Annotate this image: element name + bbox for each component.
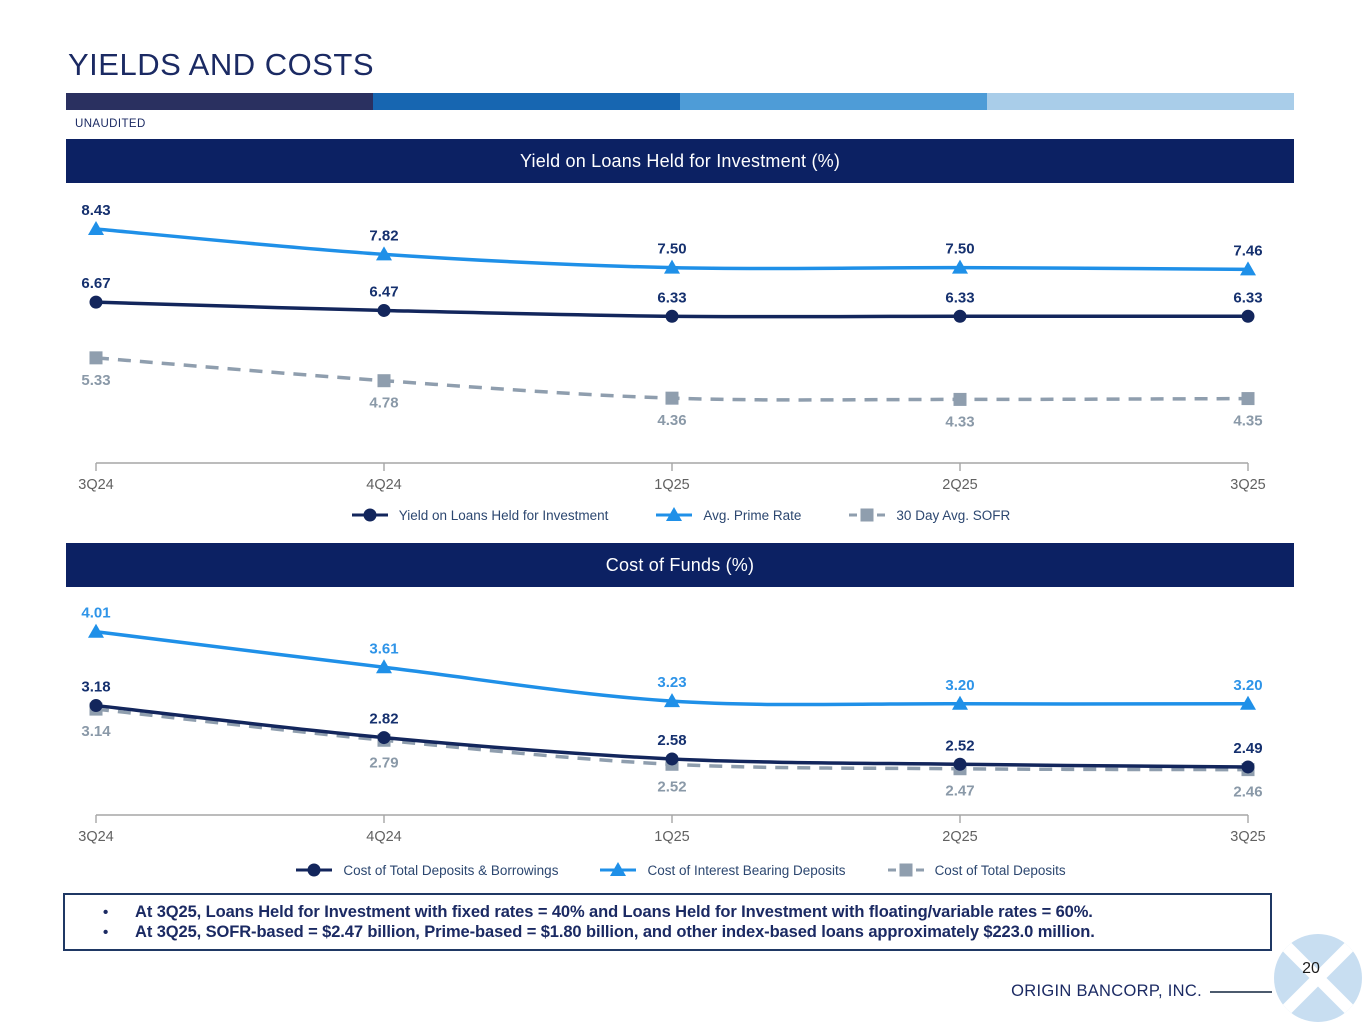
value-label: 7.82 bbox=[369, 227, 399, 245]
square-marker-icon bbox=[861, 509, 874, 522]
x-axis-label: 1Q25 bbox=[654, 477, 690, 493]
value-label: 2.47 bbox=[945, 782, 975, 800]
series-yield-on-loans-held-for-investment bbox=[81, 275, 1262, 323]
series-avg-prime-rate bbox=[81, 202, 1262, 275]
square-marker-icon bbox=[899, 864, 912, 877]
legend-label: Cost of Total Deposits & Borrowings bbox=[343, 862, 559, 878]
chart-2-title-band bbox=[66, 543, 1294, 587]
circle-marker-icon bbox=[666, 752, 679, 765]
legend-label: 30 Day Avg. SOFR bbox=[896, 507, 1011, 523]
chart-2-title: Cost of Funds (%) bbox=[605, 554, 755, 575]
value-label: 2.52 bbox=[945, 737, 975, 755]
chart-1-legend bbox=[66, 506, 1294, 524]
unaudited-label: UNAUDITED bbox=[75, 118, 146, 130]
x-axis-label: 4Q24 bbox=[366, 829, 402, 845]
circle-legend-swatch-icon bbox=[350, 506, 390, 524]
stripe-segment-2 bbox=[373, 93, 680, 110]
value-label: 4.33 bbox=[945, 413, 975, 431]
legend-item-cost-of-total-deposits bbox=[886, 861, 1066, 879]
value-label: 5.33 bbox=[81, 371, 111, 389]
notes-box bbox=[63, 893, 1272, 951]
value-label: 6.33 bbox=[945, 289, 975, 307]
square-marker-icon bbox=[1242, 392, 1255, 405]
value-label: 4.01 bbox=[81, 604, 111, 622]
note-bullet-2 bbox=[65, 923, 1270, 942]
bullet-icon: • bbox=[103, 923, 109, 941]
triangle-legend-swatch-icon bbox=[654, 506, 694, 524]
value-label: 4.78 bbox=[369, 394, 399, 412]
value-label: 7.46 bbox=[1233, 242, 1263, 260]
x-axis-label: 4Q24 bbox=[366, 477, 402, 493]
legend-label: Avg. Prime Rate bbox=[703, 507, 802, 523]
stripe-segment-4 bbox=[987, 93, 1294, 110]
stripe-segment-1 bbox=[66, 93, 373, 110]
value-label: 3.18 bbox=[81, 678, 111, 696]
value-label: 2.46 bbox=[1233, 783, 1263, 801]
legend-item-cost-of-total-deposits-borrowings bbox=[294, 861, 558, 879]
x-axis-label: 3Q24 bbox=[78, 829, 114, 845]
circle-marker-icon bbox=[90, 699, 103, 712]
square-marker-icon bbox=[954, 393, 967, 406]
value-label: 4.35 bbox=[1233, 412, 1263, 430]
value-label: 7.50 bbox=[657, 240, 687, 258]
value-label: 8.43 bbox=[81, 202, 111, 220]
value-label: 6.47 bbox=[369, 283, 399, 301]
value-label: 6.33 bbox=[657, 289, 687, 307]
circle-marker-icon bbox=[954, 310, 967, 323]
triangle-legend-swatch-icon bbox=[598, 861, 638, 879]
circle-marker-icon bbox=[378, 304, 391, 317]
x-axis-label: 2Q25 bbox=[942, 829, 978, 845]
accent-stripe bbox=[66, 93, 1294, 110]
series-cost-of-total-deposits bbox=[81, 703, 1262, 801]
circle-marker-icon bbox=[1242, 310, 1255, 323]
chart-1-canvas bbox=[0, 183, 1365, 498]
legend-item-30-day-avg-sofr bbox=[847, 506, 1010, 524]
series-cost-of-interest-bearing-deposits bbox=[81, 605, 1262, 710]
value-label: 6.67 bbox=[81, 275, 111, 293]
legend-label: Yield on Loans Held for Investment bbox=[398, 507, 609, 523]
x-axis-label: 3Q24 bbox=[78, 477, 114, 493]
chart-1-title-band bbox=[66, 139, 1294, 183]
circle-marker-icon bbox=[954, 758, 967, 771]
chart-1-title: Yield on Loans Held for Investment (%) bbox=[519, 150, 841, 171]
value-label: 3.20 bbox=[945, 676, 975, 694]
circle-marker-icon bbox=[1242, 760, 1255, 773]
square-marker-icon bbox=[378, 374, 391, 387]
bullet-icon: • bbox=[103, 903, 109, 921]
value-label: 3.20 bbox=[1233, 676, 1263, 694]
chart-2-legend bbox=[66, 861, 1294, 879]
square-marker-icon bbox=[666, 392, 679, 405]
stripe-segment-3 bbox=[680, 93, 987, 110]
x-axis-label: 3Q25 bbox=[1230, 829, 1266, 845]
origin-logo-circle bbox=[1274, 934, 1362, 1022]
series-cost-of-total-deposits-borrowings bbox=[81, 676, 1263, 774]
series-30-day-avg-sofr bbox=[81, 351, 1262, 430]
legend-label: Cost of Total Deposits bbox=[934, 862, 1066, 878]
square-marker-icon bbox=[90, 351, 103, 364]
value-label: 2.58 bbox=[657, 731, 687, 749]
value-label: 3.61 bbox=[369, 640, 399, 658]
circle-marker-icon bbox=[666, 310, 679, 323]
x-axis bbox=[78, 815, 1265, 845]
footer-company: ORIGIN BANCORP, INC. bbox=[1011, 982, 1202, 1000]
legend-item-avg-prime-rate bbox=[654, 506, 801, 524]
note-bullet-1 bbox=[65, 903, 1270, 922]
x-axis-label: 2Q25 bbox=[942, 477, 978, 493]
circle-marker-icon bbox=[90, 296, 103, 309]
circle-marker-icon bbox=[308, 864, 321, 877]
x-axis-label: 3Q25 bbox=[1230, 477, 1266, 493]
value-label: 2.82 bbox=[369, 710, 399, 728]
value-label: 2.49 bbox=[1233, 739, 1263, 757]
value-label: 7.50 bbox=[945, 240, 975, 258]
chart-2-canvas bbox=[0, 587, 1365, 847]
page-title: YIELDS AND COSTS bbox=[68, 47, 375, 82]
x-axis bbox=[78, 463, 1265, 493]
page-number: 20 bbox=[1302, 960, 1320, 977]
legend-item-yield-on-loans-held-for-investment bbox=[350, 506, 609, 524]
note-text-1: At 3Q25, Loans Held for Investment with fixed rates = 40% and Loans Held for Investment with floating/variable rates = 60%. bbox=[135, 902, 1093, 921]
value-label: 6.33 bbox=[1233, 289, 1263, 307]
legend-item-cost-of-interest-bearing-deposits bbox=[598, 861, 845, 879]
note-text-2: At 3Q25, SOFR-based = $2.47 billion, Prime-based = $1.80 billion, and other index-based loans approximately $223.0 million. bbox=[135, 922, 1095, 941]
legend-label: Cost of Interest Bearing Deposits bbox=[647, 862, 846, 878]
value-label: 2.79 bbox=[369, 754, 399, 772]
footer-underline bbox=[1210, 991, 1272, 993]
circle-legend-swatch-icon bbox=[294, 861, 334, 879]
footer bbox=[1011, 982, 1272, 1001]
value-label: 3.14 bbox=[81, 723, 111, 741]
value-label: 2.52 bbox=[657, 778, 687, 796]
circle-marker-icon bbox=[363, 509, 376, 522]
x-axis-label: 1Q25 bbox=[654, 829, 690, 845]
value-label: 3.23 bbox=[657, 674, 687, 692]
square-legend-swatch-icon bbox=[847, 506, 887, 524]
value-label: 4.36 bbox=[657, 412, 687, 430]
square-legend-swatch-icon bbox=[886, 861, 926, 879]
circle-marker-icon bbox=[378, 731, 391, 744]
